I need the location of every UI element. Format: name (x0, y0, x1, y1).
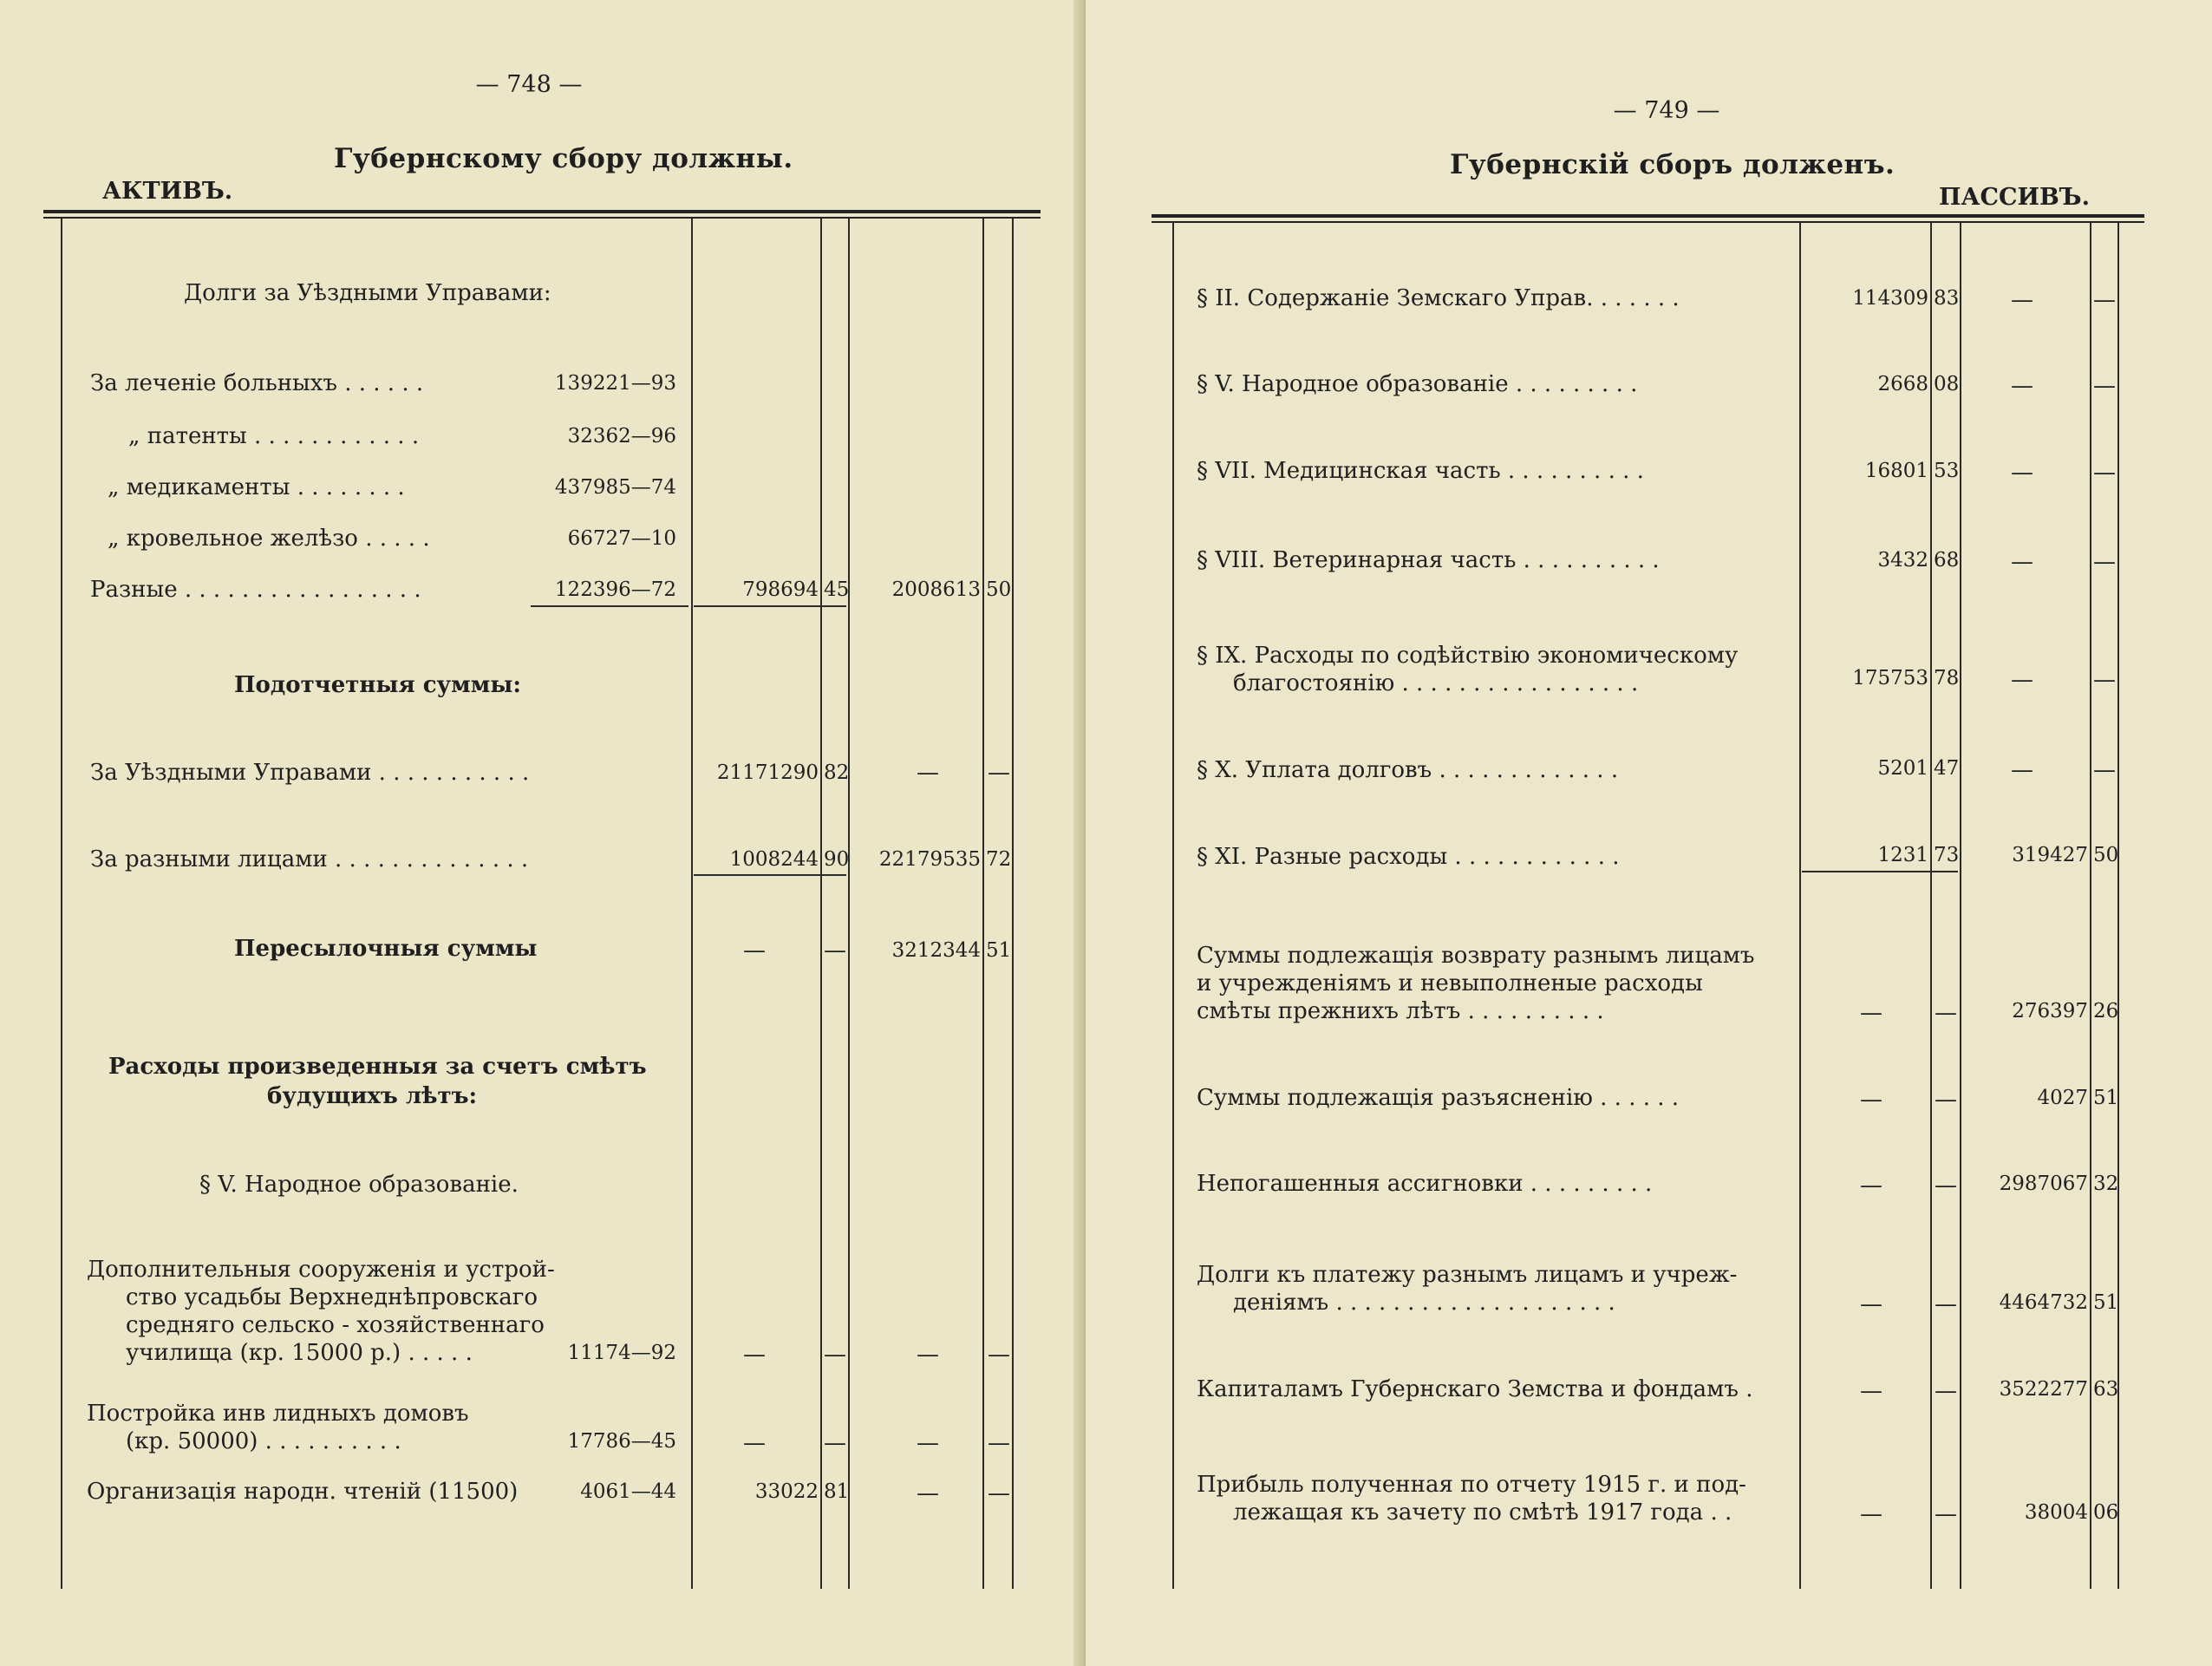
row-subtotal: 437985—74 (554, 476, 676, 499)
empty-total-kop: — (988, 1430, 1010, 1456)
empty-amount: — (1860, 1087, 1882, 1113)
column-rule (1799, 223, 1801, 1589)
total-kopecks: 51 (2093, 1087, 2119, 1109)
row-subtotal: 139221—93 (554, 372, 676, 395)
row-label: Капиталамъ Губернскаго Земства и фондамъ . (1197, 1376, 1753, 1402)
row-label: § II. Содержаніе Земскаго Управ. . . . . . . (1197, 285, 1680, 311)
amount-kopecks: 81 (824, 1480, 850, 1503)
empty-amount-kop: — (1935, 1501, 1957, 1527)
total-kopecks: 51 (2093, 1291, 2119, 1314)
empty-total: — (2011, 757, 2033, 783)
total-rubles: 38004 (2024, 1501, 2088, 1524)
empty-amount: — (743, 938, 766, 964)
empty-amount-kop: — (1935, 1291, 1957, 1317)
total-kopecks: 72 (986, 848, 1012, 871)
left-page (0, 0, 1084, 1666)
empty-amount: — (743, 1430, 766, 1456)
table-top-rule-thin (43, 217, 1041, 219)
row-label: § X. Уплата долговъ . . . . . . . . . . . . . (1197, 757, 1619, 783)
subtotal-underline (694, 605, 846, 607)
table-top-rule-thin (1152, 221, 2144, 223)
empty-total-kop: — (2093, 757, 2116, 783)
row-label: За Уѣздными Управами . . . . . . . . . . . (90, 760, 530, 786)
total-rubles: 319427 (2012, 844, 2088, 866)
row-label: Прибыль полученная по отчету 1915 г. и под- (1197, 1472, 1746, 1498)
empty-total: — (917, 1480, 939, 1506)
total-kopecks: 32 (2093, 1173, 2119, 1195)
amount-rubles: 33022 (754, 1480, 819, 1503)
empty-total: — (2011, 460, 2033, 486)
amount-rubles: 3432 (1877, 549, 1928, 572)
subtotal-underline (694, 874, 846, 876)
total-rubles: 2987067 (1999, 1173, 2088, 1195)
amount-rubles: 1008244 (729, 848, 819, 871)
page-number: — 749 — (1613, 97, 1720, 124)
row-subtotal: 32362—96 (567, 425, 676, 448)
row-label: § VII. Медицинская часть . . . . . . . . . . (1197, 458, 1644, 484)
row-label: § IX. Расходы по содѣйствію экономическому (1197, 643, 1739, 669)
column-rule (820, 219, 822, 1589)
total-rubles: 4027 (2037, 1087, 2088, 1109)
column-rule (61, 219, 62, 1589)
empty-total-kop: — (2093, 460, 2116, 486)
empty-amount-kop: — (1935, 1087, 1957, 1113)
row-label: смѣты прежнихъ лѣтъ . . . . . . . . . . (1197, 998, 1604, 1024)
amount-kopecks: 82 (824, 761, 850, 784)
empty-total: — (2011, 667, 2033, 693)
empty-total: — (917, 1342, 939, 1368)
row-label: деніямъ . . . . . . . . . . . . . . . . . . . . (1233, 1290, 1615, 1316)
amount-kopecks: 45 (824, 578, 850, 601)
row-label: „ кровельное желѣзо . . . . . (108, 526, 430, 552)
amount-rubles: 16801 (1864, 460, 1928, 482)
empty-total-kop: — (2093, 373, 2116, 399)
row-label: Непогашенныя ассигновки . . . . . . . . . (1197, 1171, 1653, 1197)
row-label: За леченіе больныхъ . . . . . . (90, 370, 424, 396)
subsection-heading: § V. Народное образованіе. (199, 1172, 519, 1198)
empty-amount: — (1860, 1378, 1882, 1404)
row-label: Суммы подлежащія возврату разнымъ лицамъ (1197, 943, 1755, 969)
empty-total-kop: — (988, 760, 1010, 786)
amount-kopecks: 08 (1934, 373, 1960, 395)
empty-amount-kop: — (824, 1342, 846, 1368)
page-title: Губернскій сборъ долженъ. (1450, 149, 1896, 180)
row-label: и учрежденіямъ и невыполненые расходы (1197, 970, 1703, 996)
row-label: Организація народн. чтеній (11500) (87, 1479, 519, 1505)
total-rubles: 3522277 (1999, 1378, 2088, 1401)
column-rule (848, 219, 850, 1589)
empty-amount: — (1860, 1501, 1882, 1527)
empty-amount: — (1860, 1291, 1882, 1317)
page-title: Губернскому сбору должны. (334, 143, 793, 174)
empty-total: — (917, 760, 939, 786)
amount-rubles: 2668 (1877, 373, 1928, 395)
amount-kopecks: 83 (1934, 287, 1960, 310)
row-label: За разными лицами . . . . . . . . . . . . . . (90, 846, 529, 872)
right-page (1086, 0, 2212, 1666)
row-label: „ медикаменты . . . . . . . . (108, 474, 405, 500)
empty-amount-kop: — (1935, 1173, 1957, 1199)
section-heading: Расходы произведенныя за счетъ смѣтъ (108, 1054, 647, 1080)
subtotal-underline (1802, 871, 1958, 872)
column-rule (1012, 219, 1014, 1589)
empty-amount-kop: — (1935, 1000, 1957, 1026)
side-label: ПАССИВЪ. (1939, 184, 2091, 211)
empty-amount-kop: — (824, 938, 846, 964)
total-kopecks: 50 (986, 578, 1012, 601)
row-label: § V. Народное образованіе . . . . . . . . . (1197, 371, 1638, 397)
total-kopecks: 63 (2093, 1378, 2119, 1401)
row-label: Долги къ платежу разнымъ лицамъ и учреж- (1197, 1262, 1738, 1288)
side-label: АКТИВЪ. (102, 178, 233, 205)
empty-total-kop: — (2093, 667, 2116, 693)
row-label: Дополнительныя сооруженія и устрой- (87, 1257, 555, 1283)
row-subtotal: 122396—72 (554, 578, 676, 601)
empty-amount-kop: — (824, 1430, 846, 1456)
section-heading: Долги за Уѣздными Управами: (184, 280, 551, 306)
row-label: ство усадьбы Верхнеднѣпровскаго (126, 1284, 538, 1310)
empty-total-kop: — (988, 1342, 1010, 1368)
total-kopecks: 50 (2093, 844, 2119, 866)
empty-total: — (2011, 549, 2033, 575)
amount-rubles: 175753 (1852, 667, 1928, 689)
row-label: „ патенты . . . . . . . . . . . . (128, 423, 420, 449)
total-rubles: 3212344 (891, 939, 981, 962)
subtotal-underline (531, 605, 688, 607)
empty-amount: — (1860, 1000, 1882, 1026)
row-label: лежащая къ зачету по смѣтѣ 1917 года . . (1233, 1499, 1732, 1526)
row-subtotal: 17786—45 (567, 1430, 676, 1453)
row-label: Постройка инв лидныхъ домовъ (87, 1401, 469, 1427)
amount-kopecks: 90 (824, 848, 850, 871)
row-label: § XI. Разные расходы . . . . . . . . . . . . (1197, 844, 1620, 870)
row-subtotal: 4061—44 (580, 1480, 676, 1503)
page-number: — 748 — (475, 71, 583, 98)
row-label: Суммы подлежащія разъясненію . . . . . . (1197, 1085, 1680, 1111)
amount-rubles: 5201 (1877, 757, 1928, 780)
empty-amount-kop: — (1935, 1378, 1957, 1404)
amount-kopecks: 68 (1934, 549, 1960, 572)
empty-total: — (2011, 287, 2033, 313)
column-rule (691, 219, 693, 1589)
amount-rubles: 1231 (1877, 844, 1928, 866)
total-rubles: 2008613 (891, 578, 981, 601)
empty-total-kop: — (988, 1480, 1010, 1506)
section-heading: Подотчетныя суммы: (234, 672, 522, 698)
empty-total-kop: — (2093, 549, 2116, 575)
row-label: благостоянію . . . . . . . . . . . . . . . . . (1233, 670, 1639, 696)
column-rule (982, 219, 984, 1589)
total-kopecks: 26 (2093, 1000, 2119, 1022)
empty-amount: — (1860, 1173, 1882, 1199)
table-top-rule (43, 210, 1041, 213)
amount-kopecks: 73 (1934, 844, 1960, 866)
row-subtotal: 66727—10 (567, 527, 676, 550)
section-heading: Пересылочныя суммы (234, 936, 538, 962)
amount-rubles: 798694 (742, 578, 819, 601)
total-kopecks: 06 (2093, 1501, 2119, 1524)
row-label: Разные . . . . . . . . . . . . . . . . . (90, 577, 421, 603)
total-rubles: 22179535 (878, 848, 981, 871)
total-rubles: 276397 (2012, 1000, 2088, 1022)
amount-kopecks: 47 (1934, 757, 1960, 780)
table-top-rule (1152, 214, 2144, 218)
column-rule (2090, 223, 2091, 1589)
amount-kopecks: 53 (1934, 460, 1960, 482)
amount-rubles: 21171290 (716, 761, 819, 784)
total-rubles: 4464732 (1999, 1291, 2088, 1314)
total-kopecks: 51 (986, 939, 1012, 962)
amount-rubles: 114309 (1852, 287, 1928, 310)
empty-total: — (917, 1430, 939, 1456)
row-subtotal: 11174—92 (567, 1342, 676, 1364)
section-heading: будущихъ лѣтъ: (267, 1083, 478, 1109)
row-label: (кр. 50000) . . . . . . . . . . (126, 1428, 401, 1454)
column-rule (1172, 223, 1174, 1589)
empty-amount: — (743, 1342, 766, 1368)
amount-kopecks: 78 (1934, 667, 1960, 689)
empty-total-kop: — (2093, 287, 2116, 313)
row-label: училища (кр. 15000 р.) . . . . . (126, 1340, 473, 1366)
row-label: § VIII. Ветеринарная часть . . . . . . . . . . (1197, 547, 1660, 573)
empty-total: — (2011, 373, 2033, 399)
row-label: средняго сельско - хозяйственнаго (126, 1312, 545, 1338)
